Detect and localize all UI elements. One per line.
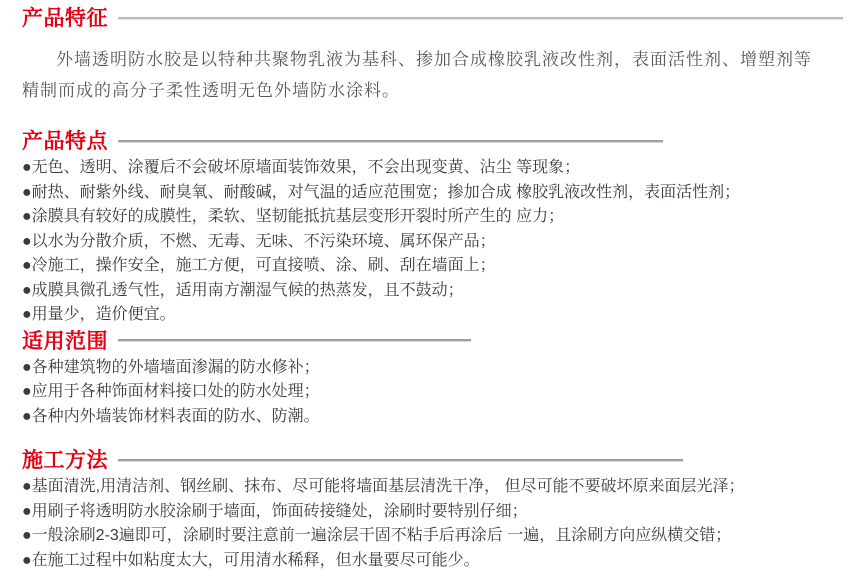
section-divider bbox=[118, 339, 471, 342]
section-construction-method bbox=[22, 447, 843, 573]
section-title: 产品特征 bbox=[22, 7, 108, 30]
bullet-list bbox=[22, 475, 843, 573]
section-product-feature bbox=[22, 5, 843, 106]
intro-paragraph: 外墙透明防水胶是以特种共聚物乳液为基科、掺加合成橡胶乳液改性剂，表面活性剂、增塑剂等精制而成的高分子柔性透明无色外墙防水涂料。 bbox=[22, 50, 812, 100]
bullet-item: ●用量少，造价便宜。 bbox=[22, 306, 176, 323]
bullet-list bbox=[22, 356, 843, 430]
bullet-item: ●在施工过程中如粘度太大，可用清水稀释，但水量要尽可能少。 bbox=[22, 551, 480, 569]
bullet-item: ●耐热、耐紫外线、耐臭氧、耐酸碱，对气温的适应范围宽；掺加合成 橡胶乳液改性剂，表面活性剂； bbox=[22, 183, 741, 201]
section-header bbox=[22, 5, 843, 29]
bullet-item: ●以水为分散介质，不燃、无毒、无味、不污染环境、属环保产品； bbox=[22, 232, 496, 250]
section-title: 施工方法 bbox=[22, 449, 108, 472]
bullet-item: ●涂膜具有较好的成膜性，柔软、坚韧能抵抗基层变形开裂时所产生的 应力； bbox=[22, 208, 565, 225]
section-divider bbox=[118, 459, 683, 462]
bullet-item: ●成膜具微孔透气性，适用南方潮湿气候的热蒸发，且不鼓动； bbox=[22, 281, 464, 299]
section-header bbox=[22, 328, 843, 352]
section-title: 产品特点 bbox=[22, 130, 108, 153]
section-product-points bbox=[22, 128, 843, 328]
section-header bbox=[22, 447, 843, 471]
bullet-list bbox=[22, 156, 843, 328]
section-title: 适用范围 bbox=[22, 329, 108, 353]
section-divider bbox=[118, 140, 663, 143]
section-header bbox=[22, 128, 843, 152]
section-application-scope bbox=[22, 328, 843, 430]
bullet-item: ●应用于各种饰面材料接口处的防水处理； bbox=[22, 383, 320, 400]
bullet-item: ●无色、透明、涂覆后不会破坏原墙面装饰效果，不会出现变黄、沾尘 等现象； bbox=[22, 159, 581, 176]
bullet-item: ●各种建筑物的外墙墙面渗漏的防水修补； bbox=[22, 358, 320, 376]
bullet-item: ●一般涂刷2-3遍即可，涂刷时要注意前一遍涂层干固不粘手后再涂后 一遍，且涂刷方向应纵横交错； bbox=[22, 527, 732, 544]
bullet-item: ●冷施工，操作安全，施工方便，可直接喷、涂、刷、刮在墙面上； bbox=[22, 257, 496, 274]
bullet-item: ●用刷子将透明防水胶涂刷于墙面，饰面砖接缝处，涂刷时要特别仔细； bbox=[22, 502, 528, 520]
section-divider bbox=[118, 17, 843, 20]
bullet-item: ●各种内外墙装饰材料表面的防水、防潮。 bbox=[22, 407, 320, 425]
bullet-item: ●基面清洗,用清洁剂、钢丝刷、抹布、尽可能将墙面基层清洗干净， 但尽可能不要破坏原来面层光泽； bbox=[22, 478, 745, 495]
